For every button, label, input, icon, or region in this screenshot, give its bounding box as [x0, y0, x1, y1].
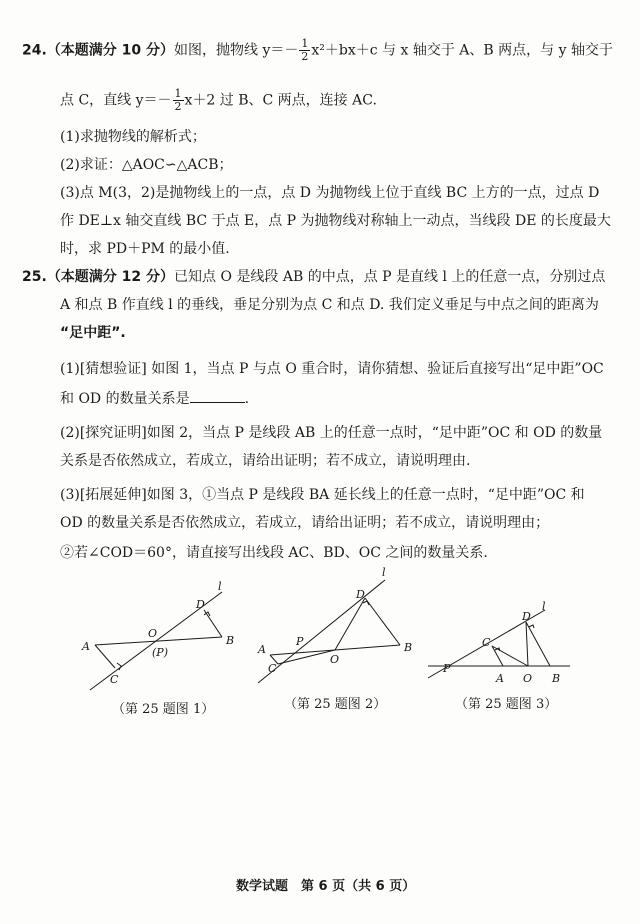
fig2-line-l — [258, 580, 385, 683]
fig1-label-c: C — [110, 673, 119, 686]
frac1-denominator: 2 — [301, 50, 309, 63]
fig1-segment-ac — [95, 645, 115, 668]
frac1-numerator: 1 — [301, 37, 309, 50]
fig2-caption: （第 25 题图 2） — [284, 697, 387, 712]
q25-intro-3: “足中距”. — [60, 325, 126, 341]
fig2-label-p: P — [296, 635, 304, 648]
fig1-segment-bd — [204, 610, 222, 637]
fig1-label-p: (P) — [152, 646, 168, 659]
fig3-segment-bd — [526, 622, 550, 666]
fig2-label-c: C — [268, 662, 277, 675]
fig2-label-d: D — [356, 588, 365, 601]
q25-number: 25. — [22, 269, 47, 285]
fig1-label-a: A — [82, 640, 90, 653]
q25-sub3-line-3: ②若∠COD＝60°，请直接写出线段 AC、BD、OC 之间的数量关系. — [60, 545, 488, 561]
q25-intro-2: A 和点 B 作直线 l 的垂线，垂足分别为点 C 和点 D. 我们定义垂足与中点之间的距离为 — [60, 297, 599, 313]
q25-sub3-line-2: OD 的数量关系是否依然成立，若成立，请给出证明；若不成立，请说明理由； — [60, 515, 550, 531]
q25-sub1-line-1: (1)[猜想验证] 如图 1，当点 P 与点 O 重合时，请你猜想、验证后直接写出“足中距”OC — [60, 361, 604, 377]
fig3-label-a: A — [496, 672, 504, 685]
fig3-segment-do — [526, 622, 528, 666]
q25-sub3-line-1: (3)[拓展延伸]如图 3，①当点 P 是线段 BA 延长线上的任意一点时，“足中距”OC 和 — [60, 487, 585, 503]
fig1-label-l: l — [218, 580, 222, 593]
fig2-segment-do — [335, 598, 365, 650]
page-footer: 数学试题 第 6 页（共 6 页） — [236, 879, 416, 894]
fig2-segment-bd — [365, 598, 400, 645]
fig3-label-l: l — [542, 600, 546, 613]
q24-text-1b: x²＋bx＋c 与 x 轴交于 A、B 两点，与 y 轴交于 — [311, 42, 613, 59]
fig2-label-b: B — [404, 641, 413, 654]
q24-part-1: (1)求抛物线的解析式； — [60, 129, 206, 145]
fig1-caption: （第 25 题图 1） — [112, 702, 215, 717]
q24-part-3-line-2: 作 DE⊥x 轴交直线 BC 于点 E，点 P 为抛物线对称轴上一动点，当线段 DE 的长度最大 — [60, 213, 611, 229]
fig1-label-b: B — [226, 634, 235, 647]
fig3-label-d: D — [522, 610, 531, 623]
q24-text-2b: x＋2 过 B、C 两点，连接 AC. — [184, 92, 377, 109]
q24-text-2a: 点 C，直线 y＝－ — [60, 92, 172, 109]
frac2-numerator: 1 — [174, 87, 182, 100]
q25-intro-1: 已知点 O 是线段 AB 的中点，点 P 是直线 l 上的任意一点，分别过点 — [174, 269, 606, 285]
q24-part-3-line-3: 时，求 PD＋PM 的最小值. — [60, 241, 230, 257]
fig3-label-b: B — [552, 672, 561, 685]
q24-number: 24. — [22, 42, 47, 59]
fig1-segment-ab — [95, 637, 222, 645]
q24-score-tag: （本题满分 10 分） — [46, 42, 175, 59]
q25-sub1-period: . — [244, 391, 250, 407]
fig2-label-a: A — [258, 643, 266, 656]
q25-sub1-text: 和 OD 的数量关系是 — [60, 391, 190, 407]
fig3-label-o: O — [523, 672, 533, 685]
fig3-label-c: C — [482, 636, 491, 649]
q24-part-3-line-1: (3)点 M(3，2)是抛物线上的一点，点 D 为抛物线上位于直线 BC 上方的一点，过点 D — [60, 185, 600, 201]
q25-score-tag: （本题满分 12 分） — [46, 269, 175, 285]
fig1-label-o: O — [148, 627, 158, 640]
fig3-label-p: P — [443, 662, 451, 675]
fig2-label-o: O — [330, 653, 340, 666]
q25-sub2-line-2: 关系是否依然成立，若成立，请给出证明；若不成立，请说明理由. — [60, 453, 471, 469]
fig3-caption: （第 25 题图 3） — [455, 697, 558, 712]
fig2-label-l: l — [382, 566, 386, 579]
q24-text-1a: 如图，抛物线 y＝－ — [174, 42, 299, 59]
fig3-right-angle-d — [529, 625, 534, 628]
frac2-denominator: 2 — [174, 100, 182, 113]
fig1-label-d: D — [196, 598, 205, 611]
q24-part-2: (2)求证：△AOC∽△ACB； — [60, 157, 233, 173]
q25-sub2-line-1: (2)[探究证明]如图 2，当点 P 是线段 AB 上的任意一点时，“足中距”OC 和 OD 的数量 — [60, 425, 603, 441]
